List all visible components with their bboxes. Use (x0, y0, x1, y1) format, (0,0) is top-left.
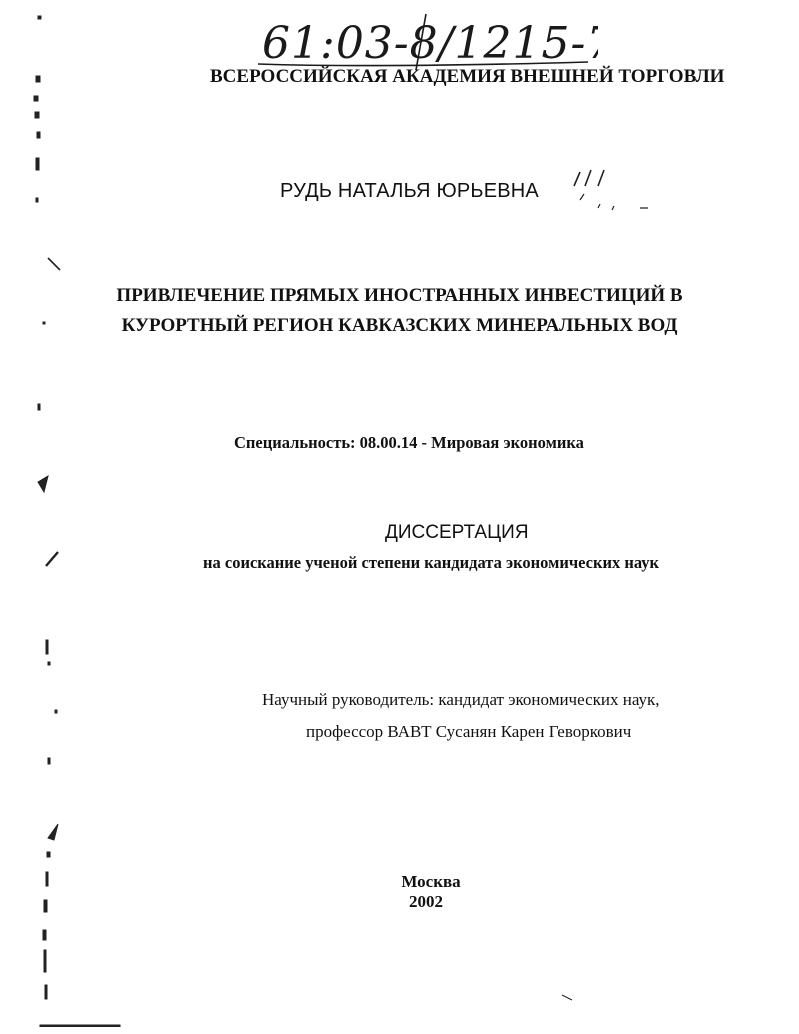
degree-description: на соискание ученой степени кандидата экономических наук (203, 553, 660, 572)
handwritten-catalog-code (258, 8, 598, 74)
handwritten-code-drawing (258, 8, 598, 74)
institution-name: ВСЕРОССИЙСКАЯ АКАДЕМИЯ ВНЕШНЕЙ ТОРГОВЛИ (210, 66, 725, 87)
title-line-2: КУРОРТНЫЙ РЕГИОН КАВКАЗСКИХ МИНЕРАЛЬНЫХ ВОД (121, 315, 678, 336)
author-name: РУДЬ НАТАЛЬЯ ЮРЬЕВНА (280, 180, 539, 202)
specialty: Специальность: 08.00.14 - Мировая экономика (234, 433, 584, 452)
document-type: ДИССЕРТАЦИЯ (385, 522, 529, 543)
title-line-1: ПРИВЛЕЧЕНИЕ ПРЯМЫХ ИНОСТРАННЫХ ИНВЕСТИЦИЙ В (116, 285, 683, 306)
supervisor-line-2: профессор ВАВТ Сусанян Карен Геворкович (306, 722, 632, 741)
year: 2002 (409, 892, 443, 911)
handwritten-code-text: 61:03-8/1215-7 (262, 18, 598, 69)
city: Москва (401, 872, 461, 891)
supervisor-block (262, 684, 660, 748)
supervisor-line-1: Научный руководитель: кандидат экономических наук, (262, 690, 660, 709)
dissertation-title (0, 281, 799, 341)
